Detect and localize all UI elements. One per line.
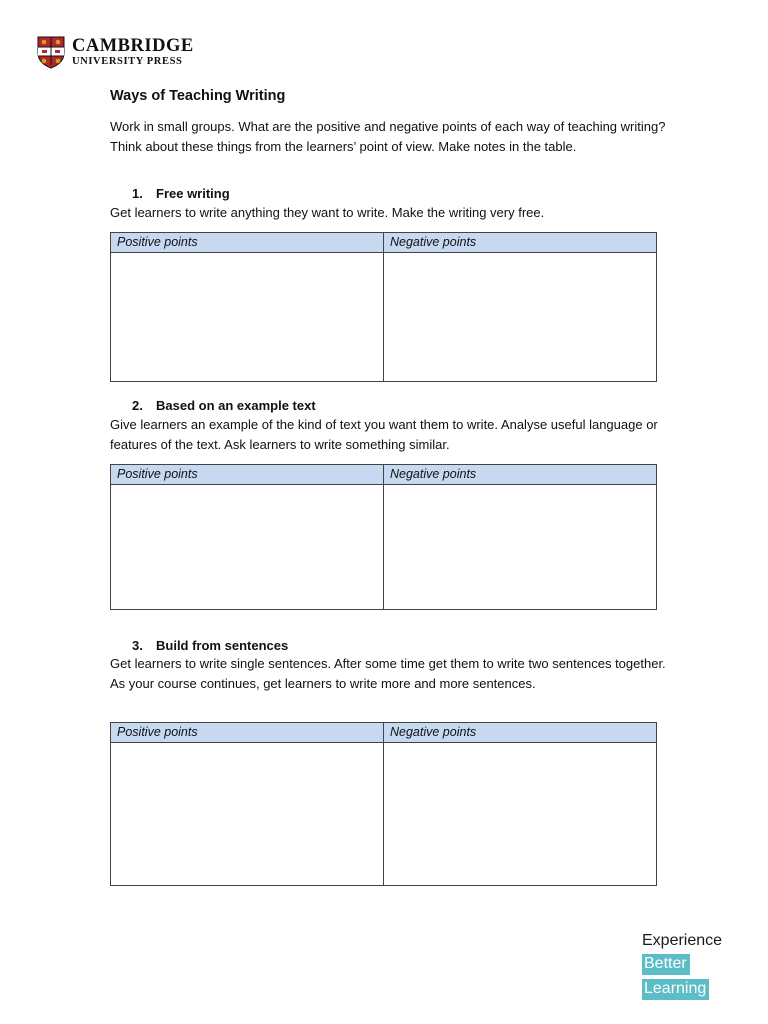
- column-header-positive: Positive points: [111, 723, 384, 742]
- table-header: [111, 723, 656, 743]
- positive-notes-cell[interactable]: [111, 485, 384, 609]
- notes-table-free-writing: [110, 232, 657, 382]
- column-header-negative: Negative points: [390, 725, 477, 739]
- intro-text: Work in small groups. What are the positive and negative points of each way of teaching writing? Think about these things from the learners’ point of view. Make notes in the table.: [110, 119, 666, 154]
- section-number: 2.: [132, 398, 143, 413]
- brand-line-experience: Experience: [642, 932, 723, 949]
- negative-notes-cell[interactable]: [384, 743, 656, 885]
- section-title: Based on an example text: [156, 398, 316, 413]
- logo-subtitle: UNIVERSITY PRESS: [72, 56, 183, 67]
- section-heading-build-sentences: [132, 638, 288, 653]
- column-header-positive: Positive points: [111, 233, 384, 252]
- table-body: [111, 253, 656, 381]
- table-header: [111, 233, 656, 253]
- section-title: Build from sentences: [156, 638, 289, 653]
- notes-table-build-sentences: [110, 722, 657, 886]
- crest-icon: [36, 35, 66, 69]
- column-header-positive: Positive points: [111, 465, 384, 484]
- section-description: Give learners an example of the kind of text you want them to write. Analyse useful language or features of the text. Ask learners to write something similar.: [110, 417, 658, 452]
- section-description: Get learners to write anything they want to write. Make the writing very free.: [110, 205, 545, 220]
- table-body: [111, 485, 656, 609]
- publisher-logo: [36, 35, 194, 69]
- brand-tagline: [642, 933, 722, 1004]
- table-body: [111, 743, 656, 885]
- section-number: 3.: [132, 638, 143, 653]
- section-number: 1.: [132, 186, 143, 201]
- section-heading-free-writing: [132, 186, 230, 201]
- notes-table-example-text: [110, 464, 657, 610]
- positive-notes-cell[interactable]: [111, 253, 384, 381]
- section-heading-example-text: [132, 398, 316, 413]
- logo-wordmark: CAMBRIDGE: [72, 35, 194, 56]
- column-header-negative: Negative points: [390, 467, 477, 481]
- table-header: [111, 465, 656, 485]
- brand-line-learning: Learning: [642, 979, 709, 1000]
- brand-line-better: Better: [642, 954, 690, 975]
- negative-notes-cell[interactable]: [384, 253, 656, 381]
- column-header-negative: Negative points: [390, 235, 477, 249]
- positive-notes-cell[interactable]: [111, 743, 384, 885]
- section-title: Free writing: [156, 186, 230, 201]
- page-title: Ways of Teaching Writing: [110, 88, 286, 104]
- negative-notes-cell[interactable]: [384, 485, 656, 609]
- section-description: Get learners to write single sentences. After some time get them to write two sentences together. As your course continues, get learners to write more and more sentences.: [110, 656, 666, 691]
